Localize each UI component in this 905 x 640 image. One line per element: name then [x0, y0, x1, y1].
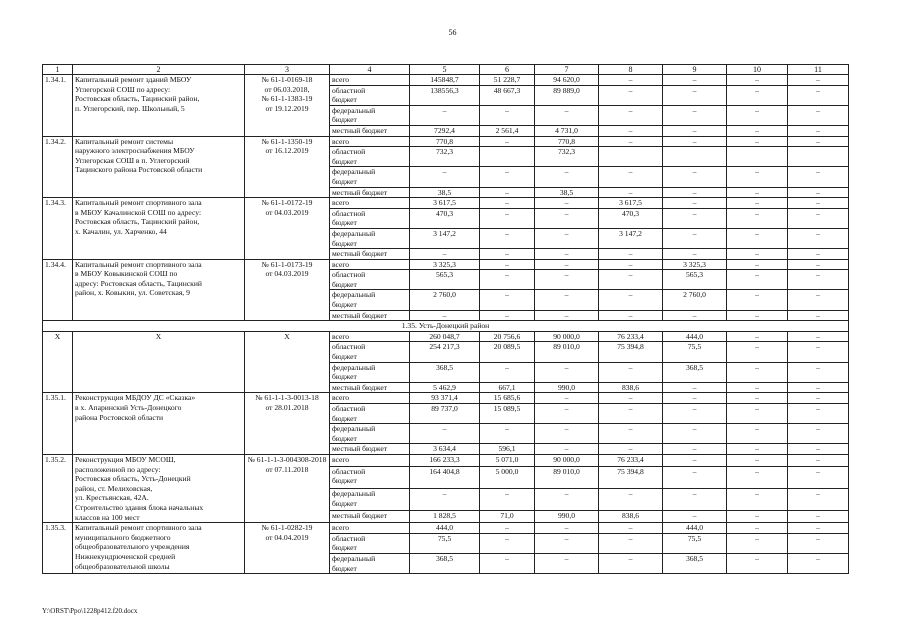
amount-cell: –: [599, 187, 663, 198]
funding-source: местный бюджет: [330, 187, 410, 198]
amount-cell: –: [788, 404, 849, 424]
amount-cell: 732,3: [410, 147, 480, 167]
amount-cell: 15 089,5: [480, 404, 535, 424]
amount-cell: –: [788, 533, 849, 553]
amount-cell: 732,3: [535, 147, 599, 167]
amount-cell: –: [663, 310, 727, 321]
funding-source: федеральный бюджет: [330, 362, 410, 382]
table-row: [43, 523, 849, 534]
amount-cell: 76 233,4: [599, 331, 663, 342]
amount-cell: –: [535, 208, 599, 228]
amount-cell: 2 760,0: [410, 290, 480, 310]
amount-cell: 20 756,6: [480, 331, 535, 342]
expertise-document: № 61-1-0169-18 от 06.03.2018, № 61-1-1383-19 от 19.12.2019: [245, 75, 330, 137]
amount-cell: –: [727, 310, 788, 321]
amount-cell: –: [727, 489, 788, 511]
funding-source: федеральный бюджет: [330, 105, 410, 125]
amount-cell: 75 394,8: [599, 342, 663, 362]
amount-cell: 470,3: [599, 208, 663, 228]
amount-cell: 3 325,3: [410, 259, 480, 270]
item-name: Капитальный ремонт спортивного зала в МБОУ Качалинской СОШ по адресу: Ростовская область, Тацинский район, х. Качалин, ул. Харченко, 44: [73, 198, 245, 260]
amount-cell: –: [535, 489, 599, 511]
amount-cell: –: [788, 85, 849, 105]
item-number: 1.34.4.: [43, 259, 73, 321]
item-name: Капитальный ремонт системы наружного электроснабжения МБОУ Углегорская СОШ в п. Углегорский Тацинского района Ростовской области: [73, 136, 245, 198]
amount-cell: 38,5: [535, 187, 599, 198]
funding-source: местный бюджет: [330, 310, 410, 321]
funding-source: местный бюджет: [330, 511, 410, 523]
column-header: 6: [480, 65, 535, 75]
funding-source: областной бюджет: [330, 85, 410, 105]
amount-cell: 5 462,9: [410, 382, 480, 393]
amount-cell: 166 233,3: [410, 454, 480, 466]
amount-cell: 368,5: [410, 362, 480, 382]
amount-cell: –: [788, 342, 849, 362]
funding-source: всего: [330, 136, 410, 147]
column-header: 5: [410, 65, 480, 75]
amount-cell: –: [599, 105, 663, 125]
funding-source: местный бюджет: [330, 382, 410, 393]
amount-cell: –: [727, 466, 788, 488]
amount-cell: –: [599, 125, 663, 136]
amount-cell: [663, 147, 727, 167]
amount-cell: –: [727, 553, 788, 573]
amount-cell: 89 737,0: [410, 404, 480, 424]
expertise-document: № 61-1-1350-19 от 16.12.2019: [245, 136, 330, 198]
funding-source: областной бюджет: [330, 533, 410, 553]
amount-cell: 75 394,8: [599, 466, 663, 488]
amount-cell: –: [727, 270, 788, 290]
amount-cell: [788, 147, 849, 167]
column-header: 2: [73, 65, 245, 75]
item-number: 1.35.2.: [43, 454, 73, 522]
amount-cell: –: [663, 228, 727, 248]
amount-cell: –: [727, 342, 788, 362]
amount-cell: –: [480, 136, 535, 147]
amount-cell: –: [788, 290, 849, 310]
funding-source: областной бюджет: [330, 466, 410, 488]
amount-cell: –: [788, 454, 849, 466]
amount-cell: –: [788, 331, 849, 342]
item-name: Капитальный ремонт спортивного зала муниципального бюджетного общеобразовательного учреждения Нижнекундрюченской средней общеобразовательной школы: [73, 523, 245, 574]
amount-cell: –: [535, 310, 599, 321]
funding-source: федеральный бюджет: [330, 290, 410, 310]
amount-cell: 3 617,5: [599, 198, 663, 209]
funding-source: федеральный бюджет: [330, 553, 410, 573]
amount-cell: 90 000,0: [535, 454, 599, 466]
amount-cell: –: [535, 362, 599, 382]
funding-source: всего: [330, 393, 410, 404]
amount-cell: –: [788, 249, 849, 260]
amount-cell: –: [663, 105, 727, 125]
item-number: 1.34.1.: [43, 75, 73, 137]
amount-cell: –: [788, 393, 849, 404]
amount-cell: –: [480, 198, 535, 209]
amount-cell: –: [788, 424, 849, 444]
amount-cell: [727, 147, 788, 167]
funding-source: всего: [330, 523, 410, 534]
item-name: Капитальный ремонт зданий МБОУ Углегорской СОШ по адресу: Ростовская область, Тацинский район, п. Углегорский, пер. Школьный, 5: [73, 75, 245, 137]
funding-source: федеральный бюджет: [330, 424, 410, 444]
amount-cell: –: [663, 198, 727, 209]
amount-cell: –: [663, 125, 727, 136]
amount-cell: 76 233,4: [599, 454, 663, 466]
amount-cell: –: [788, 270, 849, 290]
amount-cell: –: [480, 362, 535, 382]
amount-cell: 5 000,0: [480, 466, 535, 488]
table-row: [43, 393, 849, 404]
amount-cell: –: [663, 208, 727, 228]
amount-cell: –: [663, 136, 727, 147]
amount-cell: –: [788, 228, 849, 248]
amount-cell: 3 325,3: [663, 259, 727, 270]
column-header: 7: [535, 65, 599, 75]
amount-cell: –: [663, 167, 727, 187]
amount-cell: 90 000,0: [535, 331, 599, 342]
amount-cell: –: [788, 187, 849, 198]
amount-cell: –: [410, 489, 480, 511]
item-name: Капитальный ремонт спортивного зала в МБОУ Ковыкинской СОШ по адресу: Ростовская область, Тацинский район, х. Ковыкин, ул. Советская, 9: [73, 259, 245, 321]
amount-cell: 71,0: [480, 511, 535, 523]
funding-source: областной бюджет: [330, 208, 410, 228]
amount-cell: –: [727, 228, 788, 248]
budget-table: [42, 64, 849, 574]
amount-cell: 164 404,8: [410, 466, 480, 488]
column-header: 8: [599, 65, 663, 75]
table-row: [43, 331, 849, 342]
amount-cell: –: [599, 75, 663, 86]
table-row: [43, 259, 849, 270]
amount-cell: –: [788, 167, 849, 187]
amount-cell: –: [663, 393, 727, 404]
amount-cell: –: [663, 249, 727, 260]
amount-cell: [599, 147, 663, 167]
amount-cell: –: [599, 404, 663, 424]
amount-cell: –: [480, 105, 535, 125]
amount-cell: 2 561,4: [480, 125, 535, 136]
funding-source: областной бюджет: [330, 404, 410, 424]
amount-cell: –: [599, 290, 663, 310]
amount-cell: –: [599, 270, 663, 290]
amount-cell: –: [410, 105, 480, 125]
funding-source: всего: [330, 454, 410, 466]
amount-cell: –: [727, 198, 788, 209]
amount-cell: –: [599, 533, 663, 553]
amount-cell: –: [535, 533, 599, 553]
amount-cell: –: [480, 290, 535, 310]
amount-cell: –: [410, 167, 480, 187]
amount-cell: 89 010,0: [535, 342, 599, 362]
amount-cell: –: [480, 228, 535, 248]
amount-cell: 51 228,7: [480, 75, 535, 86]
amount-cell: –: [599, 85, 663, 105]
expertise-document: № 61-1-1-3-004308-2018 от 07.11.2018: [245, 454, 330, 522]
amount-cell: –: [788, 382, 849, 393]
amount-cell: 2 760,0: [663, 290, 727, 310]
amount-cell: –: [410, 310, 480, 321]
amount-cell: –: [535, 424, 599, 444]
item-number: 1.34.3.: [43, 198, 73, 260]
amount-cell: 838,6: [599, 382, 663, 393]
table-row: [43, 136, 849, 147]
file-path: Y:\ORST\Ppo\1228p412.f20.docx: [42, 607, 138, 615]
funding-source: всего: [330, 198, 410, 209]
amount-cell: –: [727, 167, 788, 187]
amount-cell: –: [727, 85, 788, 105]
amount-cell: 444,0: [410, 523, 480, 534]
amount-cell: –: [663, 424, 727, 444]
item-name: Реконструкция МБДОУ ДС «Сказка» в х. Апаринский Усть-Донецкого района Ростовской области: [73, 393, 245, 455]
amount-cell: –: [480, 249, 535, 260]
funding-source: федеральный бюджет: [330, 228, 410, 248]
expertise-document: Х: [245, 331, 330, 393]
amount-cell: –: [663, 382, 727, 393]
amount-cell: 470,3: [410, 208, 480, 228]
amount-cell: 368,5: [663, 362, 727, 382]
amount-cell: 15 685,6: [480, 393, 535, 404]
amount-cell: –: [788, 105, 849, 125]
amount-cell: –: [480, 208, 535, 228]
amount-cell: –: [599, 167, 663, 187]
amount-cell: 3 147,2: [599, 228, 663, 248]
amount-cell: 4 731,0: [535, 125, 599, 136]
funding-source: местный бюджет: [330, 249, 410, 260]
amount-cell: –: [788, 489, 849, 511]
amount-cell: 770,8: [410, 136, 480, 147]
amount-cell: –: [727, 105, 788, 125]
amount-cell: 89 010,0: [535, 466, 599, 488]
amount-cell: 38,5: [410, 187, 480, 198]
amount-cell: –: [788, 523, 849, 534]
amount-cell: –: [663, 187, 727, 198]
funding-source: всего: [330, 75, 410, 86]
amount-cell: –: [535, 523, 599, 534]
amount-cell: –: [535, 105, 599, 125]
funding-source: местный бюджет: [330, 444, 410, 455]
funding-source: всего: [330, 259, 410, 270]
amount-cell: –: [535, 259, 599, 270]
amount-cell: –: [727, 187, 788, 198]
column-header: 4: [330, 65, 410, 75]
amount-cell: –: [599, 444, 663, 455]
amount-cell: –: [599, 310, 663, 321]
amount-cell: 838,6: [599, 511, 663, 523]
item-number: Х: [43, 331, 73, 393]
amount-cell: –: [788, 259, 849, 270]
amount-cell: 565,3: [410, 270, 480, 290]
amount-cell: –: [788, 208, 849, 228]
amount-cell: –: [599, 249, 663, 260]
amount-cell: –: [480, 259, 535, 270]
item-number: 1.34.2.: [43, 136, 73, 198]
column-header: 10: [727, 65, 788, 75]
amount-cell: –: [599, 424, 663, 444]
amount-cell: –: [599, 393, 663, 404]
amount-cell: –: [535, 444, 599, 455]
amount-cell: –: [727, 382, 788, 393]
funding-source: местный бюджет: [330, 125, 410, 136]
amount-cell: –: [727, 454, 788, 466]
amount-cell: 138556,3: [410, 85, 480, 105]
amount-cell: –: [788, 310, 849, 321]
amount-cell: 254 217,3: [410, 342, 480, 362]
amount-cell: –: [788, 136, 849, 147]
column-header: 1: [43, 65, 73, 75]
amount-cell: 145848,7: [410, 75, 480, 86]
amount-cell: –: [727, 331, 788, 342]
amount-cell: –: [663, 466, 727, 488]
amount-cell: –: [480, 553, 535, 573]
amount-cell: 990,0: [535, 511, 599, 523]
item-name: Реконструкция МБОУ МСОШ, расположенной по адресу: Ростовская область, Усть-Донецкий район, ст. Мелиховская, ул. Крестьянская, 42А. Строительство здания блока начальных классов на 100 мест: [73, 454, 245, 522]
amount-cell: –: [480, 533, 535, 553]
amount-cell: 75,5: [410, 533, 480, 553]
amount-cell: –: [480, 523, 535, 534]
amount-cell: –: [727, 362, 788, 382]
item-name: Х: [73, 331, 245, 393]
amount-cell: –: [788, 553, 849, 573]
amount-cell: –: [727, 259, 788, 270]
amount-cell: –: [788, 75, 849, 86]
amount-cell: –: [480, 424, 535, 444]
amount-cell: –: [727, 75, 788, 86]
amount-cell: –: [535, 167, 599, 187]
amount-cell: 5 071,0: [480, 454, 535, 466]
page-number: 56: [448, 28, 457, 37]
amount-cell: 3 617,5: [410, 198, 480, 209]
amount-cell: 260 048,7: [410, 331, 480, 342]
amount-cell: –: [599, 362, 663, 382]
table-row: [43, 75, 849, 86]
amount-cell: –: [727, 444, 788, 455]
amount-cell: –: [788, 444, 849, 455]
amount-cell: 990,0: [535, 382, 599, 393]
amount-cell: –: [727, 290, 788, 310]
amount-cell: [480, 147, 535, 167]
expertise-document: № 61-1-0173-19 от 04.03.2019: [245, 259, 330, 321]
amount-cell: –: [663, 85, 727, 105]
amount-cell: –: [599, 136, 663, 147]
amount-cell: –: [480, 167, 535, 187]
amount-cell: –: [535, 198, 599, 209]
amount-cell: –: [535, 228, 599, 248]
amount-cell: –: [727, 393, 788, 404]
amount-cell: –: [480, 489, 535, 511]
amount-cell: 3 147,2: [410, 228, 480, 248]
header-row: [43, 65, 849, 75]
amount-cell: –: [480, 187, 535, 198]
funding-source: областной бюджет: [330, 147, 410, 167]
table-row: [43, 198, 849, 209]
amount-cell: –: [663, 454, 727, 466]
amount-cell: –: [599, 553, 663, 573]
amount-cell: –: [788, 125, 849, 136]
amount-cell: 94 620,0: [535, 75, 599, 86]
amount-cell: –: [663, 444, 727, 455]
funding-source: федеральный бюджет: [330, 167, 410, 187]
amount-cell: –: [727, 523, 788, 534]
amount-cell: –: [788, 511, 849, 523]
amount-cell: –: [727, 424, 788, 444]
amount-cell: –: [480, 310, 535, 321]
amount-cell: –: [535, 290, 599, 310]
amount-cell: 770,8: [535, 136, 599, 147]
amount-cell: –: [410, 424, 480, 444]
amount-cell: 93 371,4: [410, 393, 480, 404]
column-header: 9: [663, 65, 727, 75]
section-title: 1.35. Усть-Донецкий район: [43, 321, 849, 332]
amount-cell: –: [535, 393, 599, 404]
funding-source: федеральный бюджет: [330, 489, 410, 511]
amount-cell: –: [535, 404, 599, 424]
amount-cell: 444,0: [663, 523, 727, 534]
amount-cell: 89 889,0: [535, 85, 599, 105]
amount-cell: –: [599, 489, 663, 511]
column-header: 3: [245, 65, 330, 75]
amount-cell: –: [410, 249, 480, 260]
amount-cell: –: [535, 270, 599, 290]
table-row: [43, 454, 849, 466]
amount-cell: 75,5: [663, 342, 727, 362]
amount-cell: 3 634,4: [410, 444, 480, 455]
amount-cell: –: [599, 259, 663, 270]
amount-cell: –: [788, 362, 849, 382]
amount-cell: –: [727, 404, 788, 424]
amount-cell: 368,5: [663, 553, 727, 573]
amount-cell: 667,1: [480, 382, 535, 393]
amount-cell: –: [727, 208, 788, 228]
section-row: [43, 321, 849, 332]
amount-cell: –: [599, 523, 663, 534]
funding-source: всего: [330, 331, 410, 342]
column-header: 11: [788, 65, 849, 75]
expertise-document: № 61-1-1-3-0013-18 от 28.01.2018: [245, 393, 330, 455]
amount-cell: –: [480, 270, 535, 290]
amount-cell: –: [663, 511, 727, 523]
amount-cell: 7292,4: [410, 125, 480, 136]
amount-cell: –: [727, 511, 788, 523]
amount-cell: 565,3: [663, 270, 727, 290]
amount-cell: 596,1: [480, 444, 535, 455]
amount-cell: 368,5: [410, 553, 480, 573]
item-number: 1.35.1.: [43, 393, 73, 455]
amount-cell: –: [727, 249, 788, 260]
amount-cell: –: [788, 198, 849, 209]
amount-cell: 48 667,3: [480, 85, 535, 105]
amount-cell: –: [663, 404, 727, 424]
amount-cell: –: [535, 553, 599, 573]
funding-source: областной бюджет: [330, 270, 410, 290]
amount-cell: –: [727, 136, 788, 147]
funding-source: областной бюджет: [330, 342, 410, 362]
amount-cell: –: [663, 489, 727, 511]
amount-cell: –: [727, 533, 788, 553]
amount-cell: –: [788, 466, 849, 488]
expertise-document: № 61-1-0282-19 от 04.04.2019: [245, 523, 330, 574]
amount-cell: 20 089,5: [480, 342, 535, 362]
amount-cell: 75,5: [663, 533, 727, 553]
amount-cell: 1 828,5: [410, 511, 480, 523]
amount-cell: 444,0: [663, 331, 727, 342]
item-number: 1.35.3.: [43, 523, 73, 574]
amount-cell: –: [663, 75, 727, 86]
amount-cell: –: [535, 249, 599, 260]
amount-cell: –: [727, 125, 788, 136]
expertise-document: № 61-1-0172-19 от 04.03.2019: [245, 198, 330, 260]
